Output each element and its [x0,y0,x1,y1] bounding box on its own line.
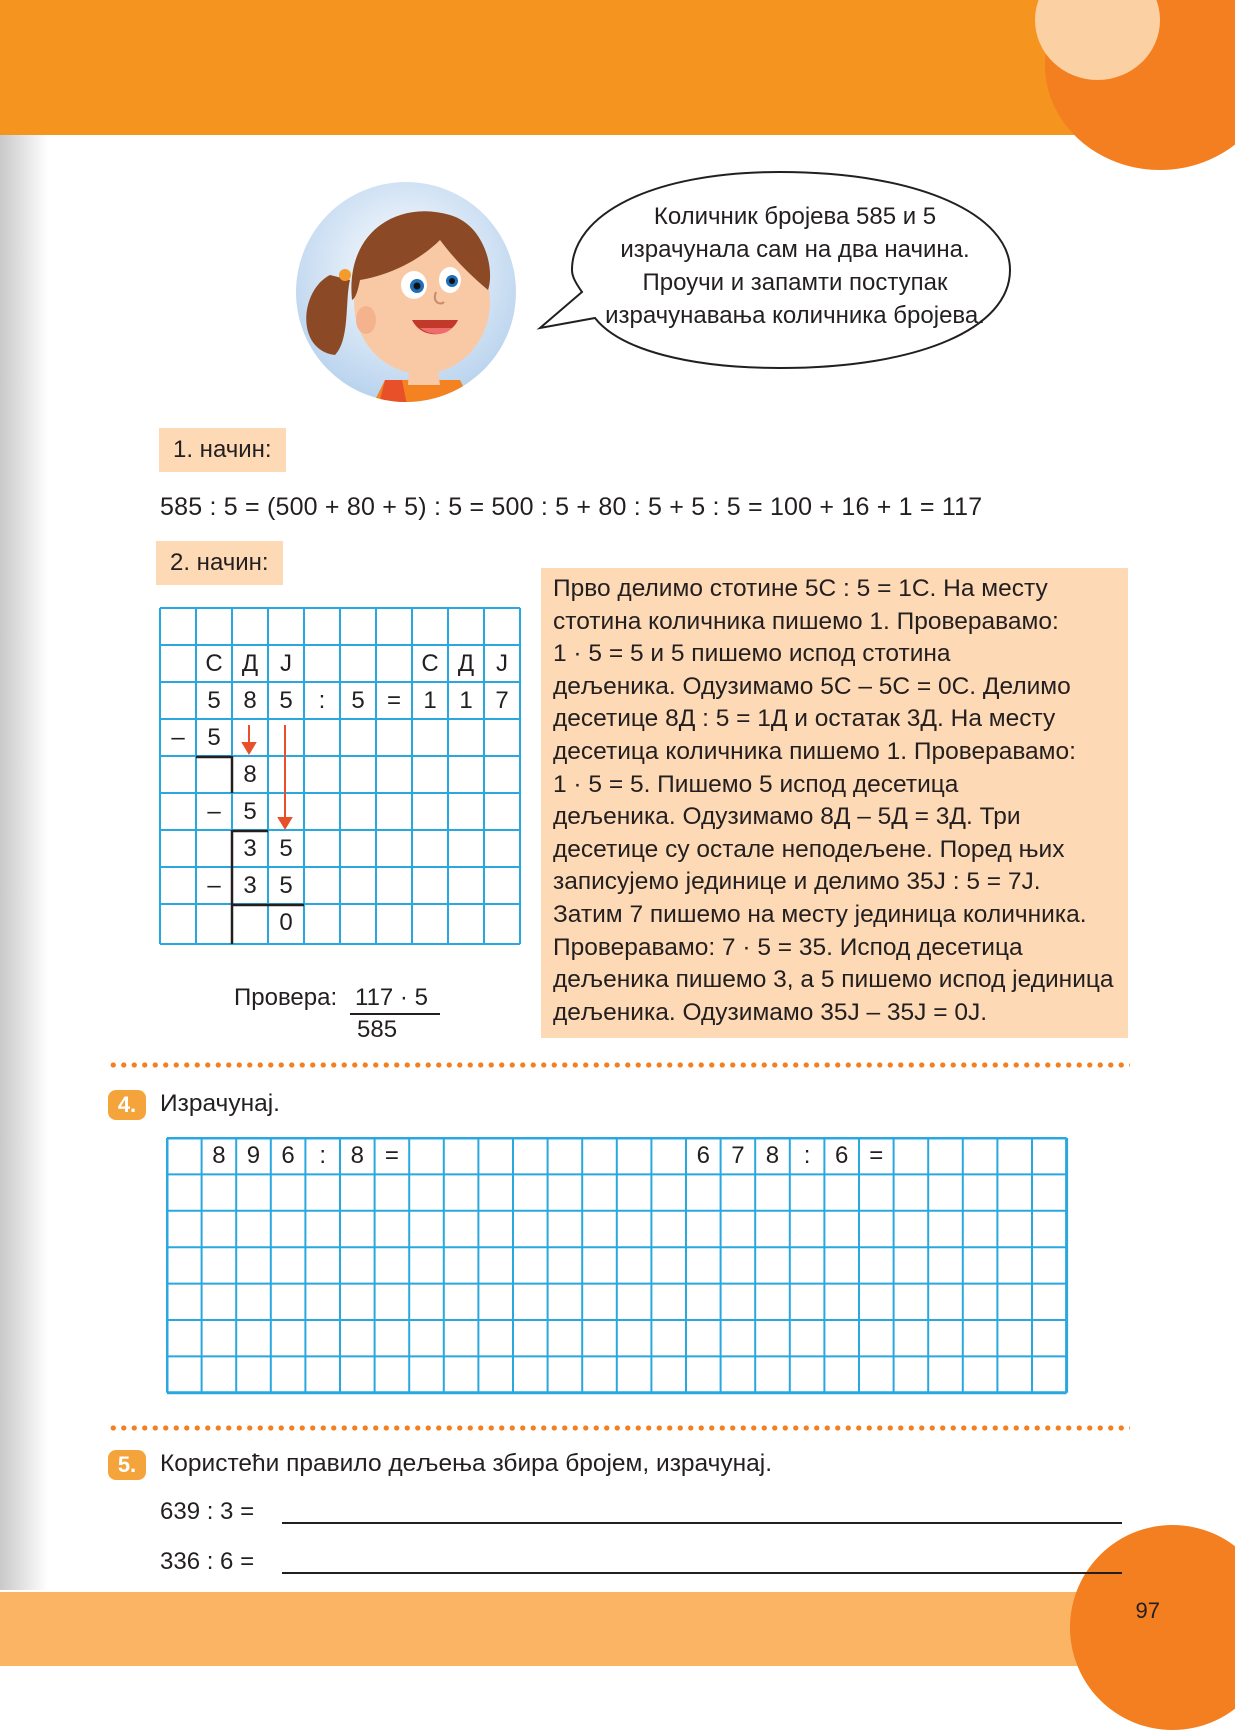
grid-digit: – [207,872,221,899]
grid-digit: 7 [495,687,509,714]
bottom-band [0,1592,1235,1666]
girl-avatar-icon [290,180,522,405]
grid-digit: Ј [280,650,292,677]
task4-digit: = [869,1142,884,1169]
grid-digit: 5 [279,835,293,862]
grid-digit: 1 [423,687,437,714]
explanation-line: Затим 7 пишемо на месту јединица количника. [553,900,1087,928]
grid-digit: 5 [279,872,293,899]
explanation-line: дељеника пишемо 3, а 5 пишемо испод јединица [553,966,1114,994]
grid-digit: = [386,687,401,714]
grid-digit: Ј [496,650,508,677]
explanation-line: дељеника. Одузимамо 5С – 5С = 0С. Делимо [553,672,1071,700]
task4-digit: 8 [212,1142,226,1169]
task4-digit: 7 [731,1142,745,1169]
page-number: 97 [1135,1598,1160,1623]
explanation-line: десетице су остале неподељене. Поред њих [553,835,1065,863]
grid-digit: 3 [243,872,257,899]
explanation-line: 1 · 5 = 5. Пишемо 5 испод десетица [553,770,959,798]
explanation-line: дељеника. Одузимамо 8Д – 5Д = 3Д. Три [553,803,1021,831]
answer-line[interactable] [282,1572,1122,1574]
answer-line[interactable] [282,1522,1122,1524]
speech-line: израчунала сам на два начина. [620,236,970,263]
task4-digit: 6 [696,1142,710,1169]
task4-digit: 6 [281,1142,295,1169]
dotted-separator [108,1062,1130,1068]
check-result: 585 [357,1016,398,1043]
grid-digit: 5 [243,798,257,825]
task4-instruction: Израчунај. [160,1090,280,1117]
work-grid-lines [166,1137,1114,1405]
explanation-line: дељеника. Одузимамо 35Ј – 35Ј = 0Ј. [553,998,988,1026]
grid-digit: – [207,798,221,825]
book-spine-shadow [0,135,48,1590]
grid-digit: Д [457,650,475,677]
task4-digit: 9 [246,1142,261,1169]
check-label: Провера: [234,984,338,1011]
speech-line: Количник бројева 585 и 5 [653,203,937,230]
task4-digit: 8 [350,1142,364,1169]
bottom-corner-circle [1070,1525,1235,1730]
grid-digit: 0 [279,909,293,936]
method1-tag: 1. начин: [159,428,286,472]
explanation-line: Прво делимо стотине 5С : 5 = 1С. На месту [553,575,1048,602]
method2-tag: 2. начин: [156,541,283,585]
grid-digit: 5 [207,724,221,751]
grid-digit: : [318,687,326,714]
explanation-box [541,568,1128,1038]
check-line [350,1013,440,1015]
grid-digit: Д [241,650,259,677]
grid-digit: С [205,650,223,677]
explanation-line: стотина количника пишемо 1. Проверавамо: [553,607,1059,635]
explanation-line: Проверавамо: 7 · 5 = 35. Испод десетица [553,933,1023,961]
grid-digit: 5 [207,687,221,714]
check-multiplication: 117 · 5 [355,984,428,1011]
task4-digit: 8 [765,1142,780,1169]
dotted-separator [108,1425,1130,1431]
method1-equation: 585 : 5 = (500 + 80 + 5) : 5 = 500 : 5 + 80 : 5 + 5 : 5 = 100 + 16 + 1 = 117 [160,493,983,521]
speech-bubble [545,170,1045,370]
speech-line: Проучи и запамти поступак [642,269,948,296]
grid-digit: 5 [351,687,365,714]
task4-digit: : [319,1142,327,1169]
grid-digit: 8 [243,687,257,714]
task5-number: 5. [108,1450,146,1480]
explanation-line: 1 · 5 = 5 и 5 пишемо испод стотина [553,640,951,668]
task4-number: 4. [108,1090,146,1120]
task5-expression: 639 : 3 = [160,1498,255,1525]
task4-digit: = [384,1142,399,1169]
task4-digit: : [803,1142,811,1169]
speech-text [585,200,1005,332]
grid-digit: С [421,650,439,677]
grid-digit: – [171,724,185,751]
task5-instruction: Користећи правило дељења збира бројем, израчунај. [160,1450,773,1477]
explanation-line: десетица количника пишемо 1. Проверавамо: [553,737,1076,765]
explanation-line: записујемо јединице и делимо 35Ј : 5 = 7Ј. [553,868,1041,896]
explanation-line: десетице 8Д : 5 = 1Д и остатак 3Д. На месту [553,705,1056,733]
task5-expression: 336 : 6 = [160,1548,255,1575]
grid-digit: 5 [279,687,293,714]
grid-digit: 8 [243,761,257,788]
grid-digit: 3 [243,835,257,862]
speech-line: израчунавања количника бројева. [605,302,985,329]
task4-digit: 6 [835,1142,849,1169]
grid-digit: 1 [459,687,473,714]
